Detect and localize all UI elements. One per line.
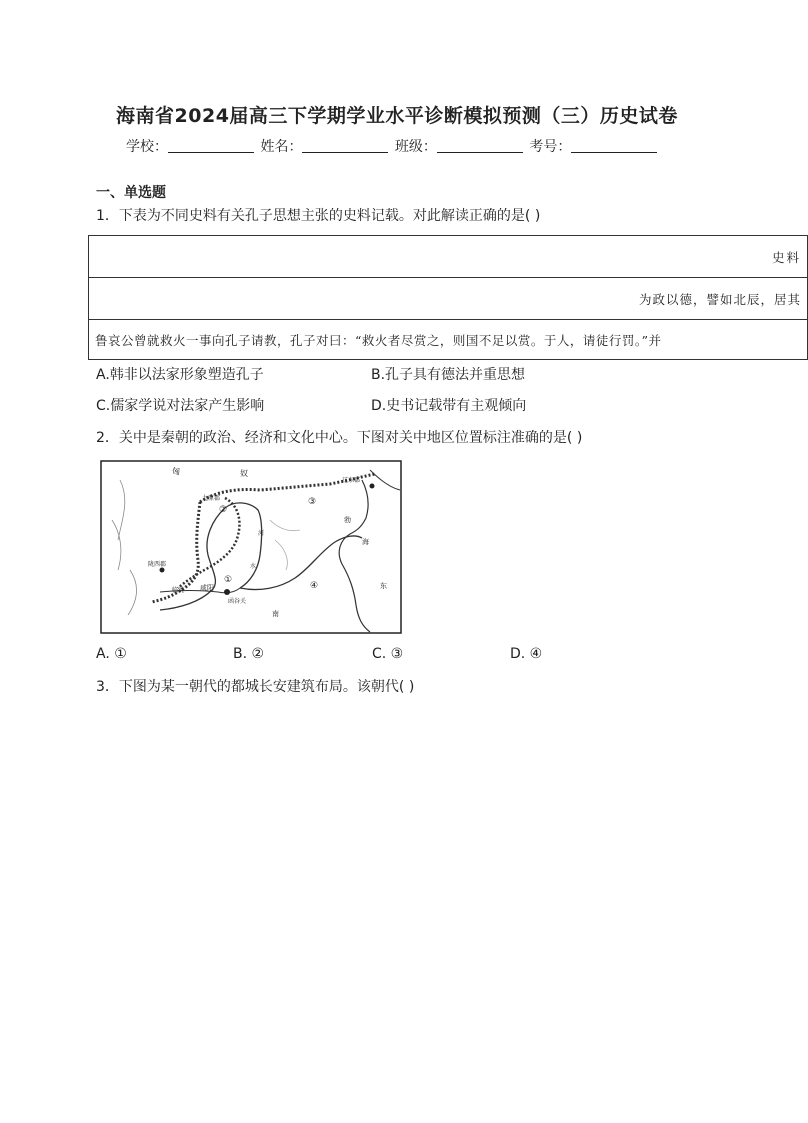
name-field[interactable] xyxy=(302,138,388,153)
map-label-jiuyuan: 九原郡 xyxy=(202,495,221,502)
map-label-shui: 水 xyxy=(250,563,257,570)
map-marker-1: ① xyxy=(224,575,233,585)
class-field[interactable] xyxy=(437,138,523,153)
map-label-dong: 东 xyxy=(380,582,387,590)
map-label-nan: 南 xyxy=(272,610,279,618)
student-info-line xyxy=(126,136,659,156)
section-heading: 一、单选题 xyxy=(96,185,166,201)
table-header-cell: 史料 xyxy=(89,236,808,278)
xianyang-city-dot xyxy=(224,589,230,595)
q1-option-a[interactable]: A.韩非以法家形象塑造孔子 xyxy=(96,367,264,383)
table-row-2: 鲁哀公曾就救火一事向孔子请教，孔子对曰：“救火者尽赏之，则国不足以赏。于人，请徒行罚。”并 xyxy=(89,320,808,360)
map-label-lintao: 临洮 xyxy=(172,587,185,594)
map-label-hai: 海 xyxy=(362,538,369,546)
class-label: 班级： xyxy=(394,139,437,155)
source-table xyxy=(88,235,801,362)
longxi-city-dot xyxy=(160,568,165,573)
question-2-stem: 2．关中是秦朝的政治、经济和文化中心。下图对关中地区位置标注准确的是( ) xyxy=(96,430,583,446)
map-marker-4: ④ xyxy=(310,581,319,591)
qin-map xyxy=(100,460,402,634)
school-label: 学校： xyxy=(126,139,168,155)
question-3-stem: 3．下图为某一朝代的都城长安建筑布局。该朝代( ) xyxy=(96,679,415,695)
map-label-xiongnu-2: 奴 xyxy=(240,469,248,478)
map-label-xianyang: 咸阳 xyxy=(200,584,214,592)
map-marker-2: ② xyxy=(219,505,228,515)
map-label-bo: 勃 xyxy=(344,516,351,524)
map-label-liaodong: 辽东郡 xyxy=(342,477,361,484)
name-label: 姓名： xyxy=(260,139,303,155)
map-label-hangu: 函谷关 xyxy=(228,598,247,605)
q2-option-b[interactable]: B. ② xyxy=(233,646,265,662)
map-label-he: 河 xyxy=(258,530,265,537)
q1-option-b[interactable]: B.孔子具有德法并重思想 xyxy=(371,367,526,383)
exam-title: 海南省2024届高三下学期学业水平诊断模拟预测（三）历史试卷 xyxy=(116,105,678,127)
q2-option-c[interactable]: C. ③ xyxy=(372,646,404,662)
liaodong-city-dot xyxy=(370,484,375,489)
table-row-1: 为政以德，譬如北辰，居其 xyxy=(89,278,808,320)
map-label-xiongnu-1: 匈 xyxy=(172,467,180,476)
map-label-longxi: 陇西郡 xyxy=(148,561,167,568)
question-1-stem: 1．下表为不同史料有关孔子思想主张的史料记载。对此解读正确的是( ) xyxy=(96,208,541,224)
exam-no-field[interactable] xyxy=(571,138,657,153)
map-marker-3: ③ xyxy=(308,497,317,507)
q1-option-d[interactable]: D.史书记载带有主观倾向 xyxy=(371,398,527,414)
q2-option-a[interactable]: A. ① xyxy=(96,646,127,662)
q1-option-c[interactable]: C.儒家学说对法家产生影响 xyxy=(96,398,265,414)
q2-option-d[interactable]: D. ④ xyxy=(510,646,543,662)
school-field[interactable] xyxy=(168,138,254,153)
exam-no-label: 考号： xyxy=(529,139,572,155)
